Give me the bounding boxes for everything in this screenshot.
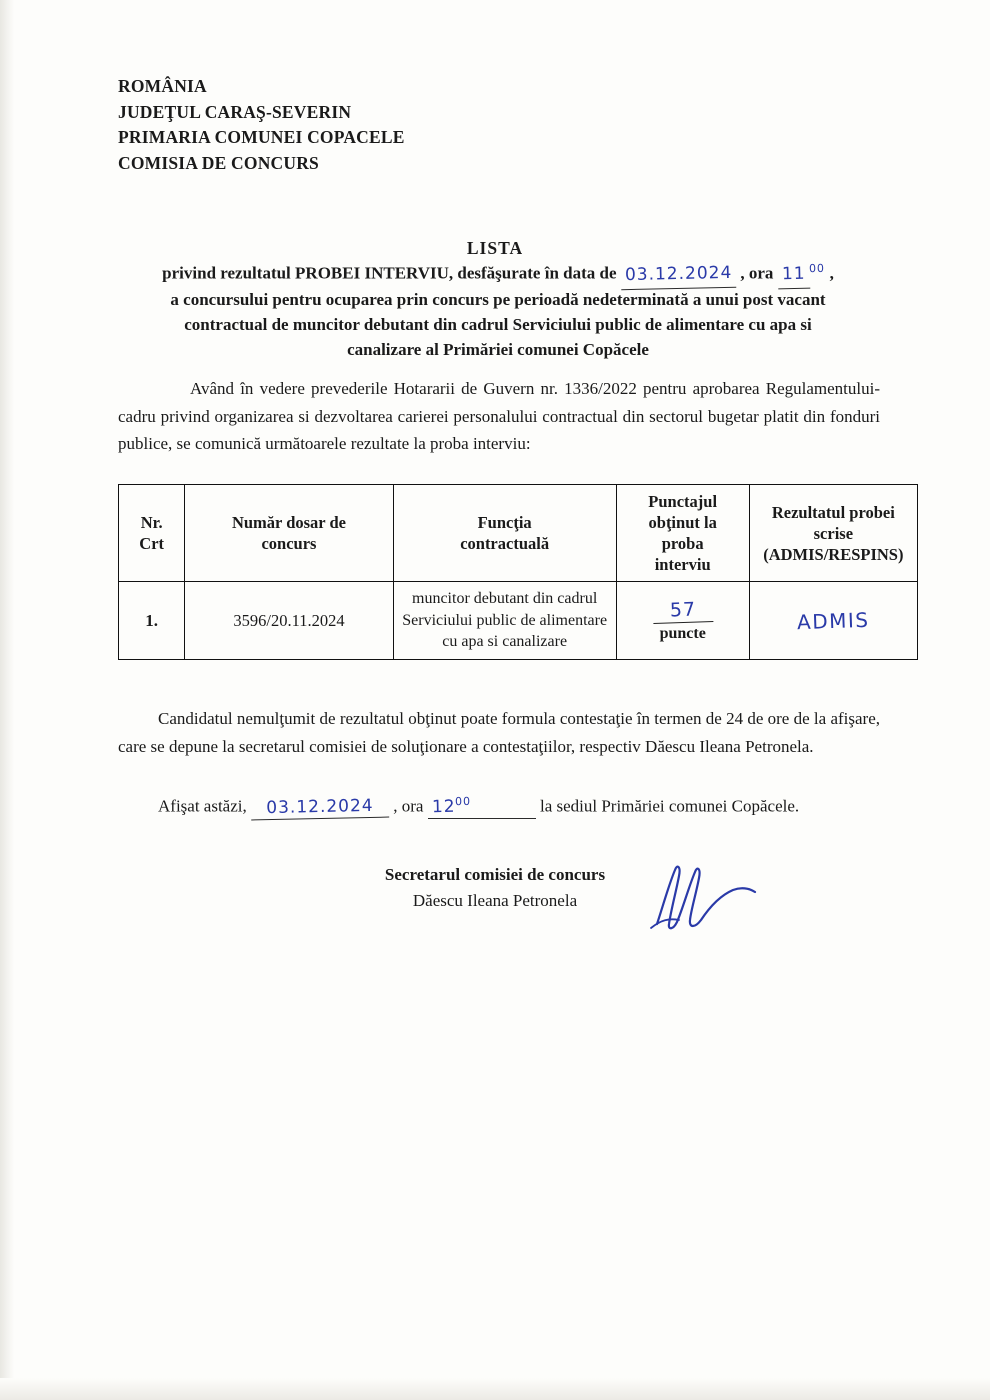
handwritten-posting-hour-minutes: 00 (455, 794, 472, 809)
handwritten-interview-date: 03.12.2024 (621, 260, 737, 289)
table-header-functie-line2: contractuală (460, 534, 550, 554)
table-header-punctaj-line3: proba (661, 534, 704, 554)
scan-edge-bottom (0, 1378, 990, 1400)
table-header-punctaj-line4: interviu (654, 555, 711, 575)
header-line-country: ROMÂNIA (118, 76, 207, 96)
posting-hour-field (428, 795, 536, 819)
paragraph-legal-basis: Având în vedere prevederile Hotararii de Guvern nr. 1336/2022 pentru aprobarea Regulamentului-cadru privind organizarea si dezvoltarea carierei personalului contractual din sectorul bugetar platit din fonduri publice, se comunică următoarele rezultate la proba interviu: (118, 379, 880, 454)
institution-header (118, 74, 405, 177)
posting-suffix: la sediul Primăriei comunei Copăcele. (539, 796, 800, 816)
handwritten-verdict: ADMIS (796, 607, 870, 634)
signature-block (0, 862, 990, 913)
signature-role: Secretarul comisiei de concurs (384, 865, 606, 884)
table-header-functie-line1: Funcţia (477, 513, 532, 533)
puncte-label: puncte (659, 624, 706, 642)
handwritten-interview-hour: 11 (777, 261, 809, 288)
subtitle-line-1 (118, 261, 878, 288)
results-table (118, 484, 918, 660)
table-header-functie (393, 485, 616, 582)
header-line-commission: COMISIA DE CONCURS (118, 153, 319, 174)
posting-line (118, 795, 918, 819)
cell-punctaj (616, 582, 749, 659)
table-header-nr-line1: Nr. (140, 513, 163, 533)
handwritten-interview-hour-minutes: 00 (809, 261, 826, 276)
table-header-nr (119, 485, 185, 582)
table-header-rezultat (749, 485, 917, 582)
header-line-county: JUDEŢUL CARAŞ-SEVERIN (118, 101, 352, 122)
paragraph-contestation: Candidatul nemulţumit de rezultatul obţinut poate formula contestaţie în termen de 24 de ore de la afişare, care se depune la secretarul comisiei de soluţionare a contestaţiilor, respectiv Dăescu Ileana Petronela. (118, 709, 880, 756)
posting-prefix: Afişat astăzi, (158, 796, 247, 816)
posting-mid: , ora (393, 796, 424, 816)
cell-nr: 1. (119, 582, 185, 659)
table-row (119, 582, 918, 659)
subtitle-text-after: , (829, 263, 834, 283)
table-header-rezultat-line1: Rezultatul probei (771, 502, 895, 522)
subtitle-line-4: canalizare al Primăriei comunei Copăcele (347, 339, 649, 359)
table-header-dosar-line2: concurs (261, 534, 317, 554)
cell-functie: muncitor debutant din cadrul Serviciului public de alimentare cu apa si canalizare (393, 582, 616, 659)
table-header-rezultat-line3: (ADMIS/RESPINS) (763, 544, 904, 564)
scan-edge-left (0, 0, 14, 1400)
table-header-dosar (185, 485, 393, 582)
table-header-dosar-line1: Număr dosar de (231, 513, 346, 533)
table-header-punctaj-line2: obţinut la (648, 513, 717, 533)
page-title: LISTA (466, 238, 524, 258)
handwritten-posting-date: 03.12.2024 (251, 795, 389, 820)
subtitle-line-2: a concursului pentru ocuparea prin concurs pe perioadă nedeterminată a unui post vacant (170, 290, 826, 310)
table-header-punctaj-line1: Punctajul (648, 492, 718, 511)
table-header-punctaj (616, 485, 749, 582)
table-header-rezultat-line2: scrise (813, 523, 854, 543)
cell-rezultat (749, 582, 917, 659)
subtitle-text-mid: , ora (740, 263, 774, 283)
table-header-row (119, 485, 918, 582)
subtitle-line-3: contractual de muncitor debutant din cadrul Serviciului public de alimentare cu apa si (184, 314, 812, 334)
header-line-cityhall: PRIMARIA COMUNEI COPACELE (118, 127, 405, 148)
handwritten-score: 57 (652, 598, 713, 624)
handwritten-posting-hour: 12 (431, 796, 456, 817)
table-header-nr-line2: Crt (139, 534, 165, 554)
document-subtitle (118, 261, 878, 362)
cell-dosar: 3596/20.11.2024 (185, 582, 393, 659)
signature-name: Dăescu Ileana Petronela (412, 890, 578, 910)
subtitle-text-before-date: privind rezultatul PROBEI INTERVIU, desfăşurate în data de (162, 263, 617, 283)
